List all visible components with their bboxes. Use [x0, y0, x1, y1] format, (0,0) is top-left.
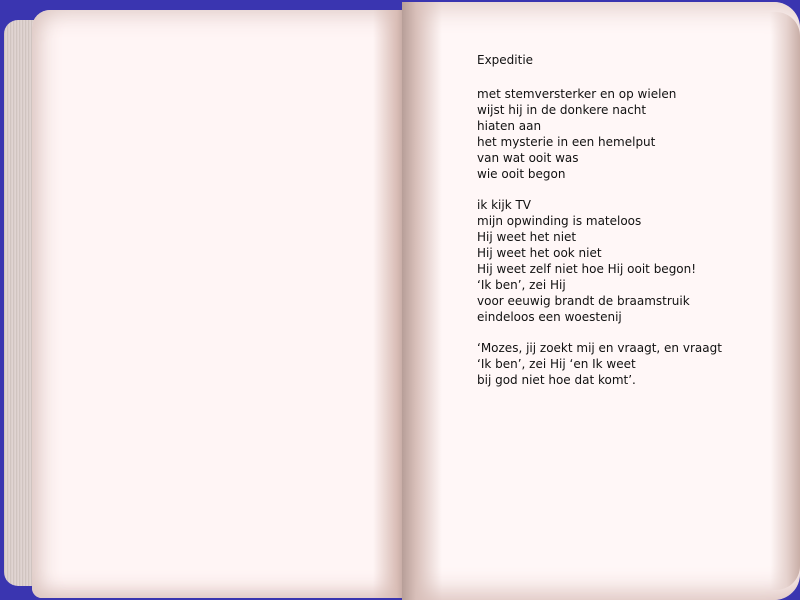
- poem-line: ik kijk TV: [477, 198, 532, 212]
- poem-line: ‘Ik ben’, zei Hij ‘en Ik weet: [477, 357, 636, 371]
- poem-line: Hij weet het ook niet: [477, 246, 602, 260]
- poem-line: Hij weet het niet: [477, 230, 577, 244]
- left-page-blank: [32, 10, 407, 598]
- poem-line: mijn opwinding is mateloos: [477, 214, 642, 228]
- poem-line: wijst hij in de donkere nacht: [477, 103, 647, 117]
- poem-line: ‘Mozes, jij zoekt mij en vraagt, en vraagt: [477, 341, 722, 355]
- poem-line: eindeloos een woestenij: [477, 310, 622, 324]
- poem-line: het mysterie in een hemelput: [477, 135, 656, 149]
- poem-line: hiaten aan: [477, 119, 542, 133]
- poem-line: met stemversterker en op wielen: [477, 87, 677, 101]
- poem-line: van wat ooit was: [477, 151, 579, 165]
- poem-title: Expeditie: [477, 53, 534, 67]
- poem-line: ‘Ik ben’, zei Hij: [477, 278, 566, 292]
- gutter-shadow-right: [402, 2, 442, 600]
- poem-line: Hij weet zelf niet hoe Hij ooit begon!: [477, 262, 697, 276]
- stanza-2: [477, 197, 777, 325]
- poem-line: voor eeuwig brandt de braamstruik: [477, 294, 690, 308]
- stanza-1: [477, 86, 777, 182]
- poem-line: wie ooit begon: [477, 167, 566, 181]
- stanza-3: [477, 340, 777, 388]
- poem: [477, 52, 777, 403]
- poem-line: bij god niet hoe dat komt’.: [477, 373, 636, 387]
